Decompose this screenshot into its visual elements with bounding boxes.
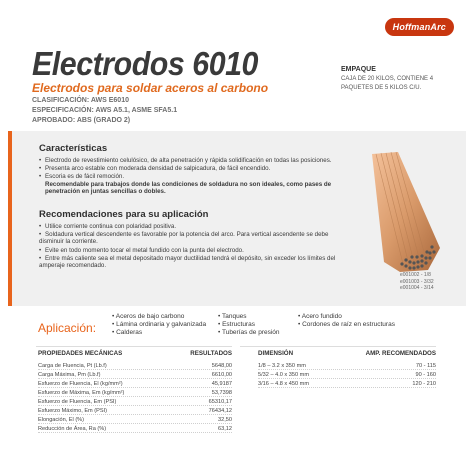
cell-value: 63,12 bbox=[218, 426, 232, 432]
cell-label: Reducción de Área, Ra (%) bbox=[38, 426, 107, 432]
item-text: Evite en todo momento tocar el metal fundido con la punta del electrodo. bbox=[45, 247, 244, 254]
cell-value: 53,7398 bbox=[211, 390, 232, 396]
cell-label: Esfuerzo de Fluencia, Em (PSI) bbox=[38, 399, 117, 405]
column-header: AMP. RECOMENDADOS bbox=[365, 350, 436, 357]
cell-value: 76434,12 bbox=[208, 408, 232, 414]
aplicacion-item: • Aceros de bajo carbono bbox=[112, 313, 185, 320]
caracteristicas-item: • Presenta arco estable con moderada densidad de salpicadura, de fácil encendido. bbox=[39, 165, 271, 172]
product-code: e001004 - 3/14 bbox=[400, 285, 434, 292]
product-subtitle: Electrodos para soldar aceros al carbono bbox=[32, 81, 269, 95]
recomendaciones-heading: Recomendaciones para su aplicación bbox=[39, 209, 209, 220]
table-row bbox=[38, 362, 232, 370]
empaque-heading: EMPAQUE bbox=[341, 66, 376, 73]
cell-value: 120 - 210 bbox=[412, 381, 436, 387]
cell-label: 3/16 – 4.8 x 450 mm bbox=[258, 381, 309, 387]
item-text: Acero fundido bbox=[301, 313, 342, 320]
table-row bbox=[38, 389, 232, 397]
aplicacion-item: • Cordones de raíz en estructuras bbox=[298, 321, 395, 328]
aplicacion-item: • Tanques bbox=[218, 313, 247, 320]
column-header: RESULTADOS bbox=[190, 350, 232, 357]
cell-label: Elongación, El (%) bbox=[38, 417, 85, 423]
spec-especificacion bbox=[32, 107, 177, 114]
spec-aprobado bbox=[32, 117, 130, 124]
cell-value: 6610,00 bbox=[211, 372, 232, 378]
cell-value: 70 - 115 bbox=[415, 363, 436, 369]
brand-logo-text: HoffmanArc bbox=[392, 22, 446, 32]
item-text: Estructuras bbox=[222, 321, 255, 328]
table-row bbox=[258, 371, 436, 379]
product-title: Electrodos 6010 bbox=[32, 45, 258, 82]
spec-value: ABS (GRADO 2) bbox=[76, 117, 131, 124]
spec-label: CLASIFICACIÓN: bbox=[32, 97, 90, 104]
item-text: Tuberías de presión bbox=[221, 329, 280, 336]
item-text: Cordones de raíz en estructuras bbox=[302, 321, 395, 328]
cell-label: Esfuerzo de Fluencia, El (kg/mm²) bbox=[38, 381, 123, 387]
caracteristicas-item: • Escoria es de fácil remoción. bbox=[39, 173, 125, 180]
electrode-rods-image bbox=[340, 152, 440, 272]
product-codes bbox=[400, 272, 434, 292]
recomendaciones-item: • Entre más caliente sea el metal depositado mayor ductilidad tendrá el depósito, sin exceder los límites del amperaje recomendado. bbox=[39, 255, 336, 270]
accent-bar bbox=[8, 131, 12, 306]
item-text: Lámina ordinaria y galvanizada bbox=[116, 321, 207, 328]
aplicacion-item: • Estructuras bbox=[218, 321, 255, 328]
item-text: Aceros de bajo carbono bbox=[115, 313, 185, 320]
cell-value: 45,9187 bbox=[211, 381, 232, 387]
caracteristicas-note: Recomendable para trabajos donde las condiciones de soldadura no son ideales, como pases de penetración en juntas sencillas o dobles. bbox=[45, 181, 332, 196]
product-code: e001002 - 1/8 bbox=[400, 272, 431, 278]
cell-label: Esfuerzo Máximo, Em (PSI) bbox=[38, 408, 108, 414]
dimensiones-header bbox=[258, 347, 436, 360]
column-header: DIMENSIÓN bbox=[258, 350, 294, 357]
brand-logo bbox=[385, 18, 454, 36]
cell-value: 32,50 bbox=[218, 417, 232, 423]
item-text: Tanques bbox=[221, 313, 247, 320]
table-row bbox=[258, 362, 436, 370]
table-row bbox=[258, 380, 436, 388]
item-text: Soldadura vertical descendente es favorable por la potencia del arco. Para vertical ascendente se debe disminuir la corriente. bbox=[39, 231, 329, 246]
cell-label: 1/8 – 3.2 x 350 mm bbox=[258, 363, 306, 369]
spec-label: APROBADO: bbox=[32, 117, 76, 124]
table-row bbox=[38, 371, 232, 379]
table-row bbox=[38, 416, 232, 424]
table-row bbox=[38, 398, 232, 406]
propiedades-header bbox=[38, 347, 232, 360]
empaque-text: CAJA DE 20 KILOS, CONTIENE 4 PAQUETES DE 5 KILOS C/U. bbox=[341, 76, 434, 91]
aplicacion-item: • Calderas bbox=[112, 329, 143, 336]
item-text: Escoria es de fácil remoción. bbox=[45, 173, 125, 180]
spec-value: AWS A5.1, ASME SFA5.1 bbox=[95, 107, 178, 114]
item-text: Presenta arco estable con moderada densidad de salpicadura, de fácil encendido. bbox=[45, 165, 271, 172]
recomendaciones-item: • Utilice corriente continua con polaridad positiva. bbox=[39, 223, 177, 230]
item-text: Entre más caliente sea el metal depositado mayor ductilidad tendrá el depósito, sin exceder los límites del amperaje recomendado. bbox=[39, 255, 336, 270]
aplicacion-item: • Lámina ordinaria y galvanizada bbox=[112, 321, 207, 328]
item-text: Calderas bbox=[116, 329, 143, 336]
cell-label: Carga Máxima, Pm (Lb.f) bbox=[38, 372, 101, 378]
recomendaciones-item: • Soldadura vertical descendente es favorable por la potencia del arco. Para vertical ascendente se debe disminuir la corriente. bbox=[39, 231, 329, 246]
cell-label: Carga de Fluencia, Pt (Lb.f) bbox=[38, 363, 107, 369]
column-header: PROPIEDADES MECÁNICAS bbox=[38, 350, 123, 357]
product-code: e001003 - 3/32 bbox=[400, 278, 434, 285]
spec-label: ESPECIFICACIÓN: bbox=[32, 107, 94, 114]
cell-label: Esfuerzo de Máxima, Em (kg/mm²) bbox=[38, 390, 125, 396]
aplicacion-item: • Tuberías de presión bbox=[218, 329, 280, 336]
table-row bbox=[38, 407, 232, 415]
recomendaciones-item: • Evite en todo momento tocar el metal fundido con la punta del electrodo. bbox=[39, 247, 244, 254]
caracteristicas-heading: Características bbox=[39, 143, 108, 154]
top-bar bbox=[0, 0, 474, 36]
caracteristicas-item: • Electrodo de revestimiento celulósico, de alta penetración y rápida solidificación en todas las posiciones. bbox=[39, 157, 332, 164]
cell-value: 5648,00 bbox=[211, 363, 232, 369]
table-row bbox=[38, 425, 232, 433]
item-text: Utilice corriente continua con polaridad positiva. bbox=[45, 223, 177, 230]
cell-value: 65310,17 bbox=[208, 399, 232, 405]
item-text: Electrodo de revestimiento celulósico, de alta penetración y rápida solidificación en todas las posiciones. bbox=[45, 157, 332, 164]
aplicacion-heading: Aplicación: bbox=[38, 321, 97, 335]
table-row bbox=[38, 380, 232, 388]
cell-value: 90 - 160 bbox=[415, 372, 436, 378]
spec-value: AWS E6010 bbox=[90, 97, 129, 104]
cell-label: 5/32 – 4.0 x 350 mm bbox=[258, 372, 309, 378]
spec-clasificacion bbox=[32, 97, 129, 104]
aplicacion-item: • Acero fundido bbox=[298, 313, 342, 320]
